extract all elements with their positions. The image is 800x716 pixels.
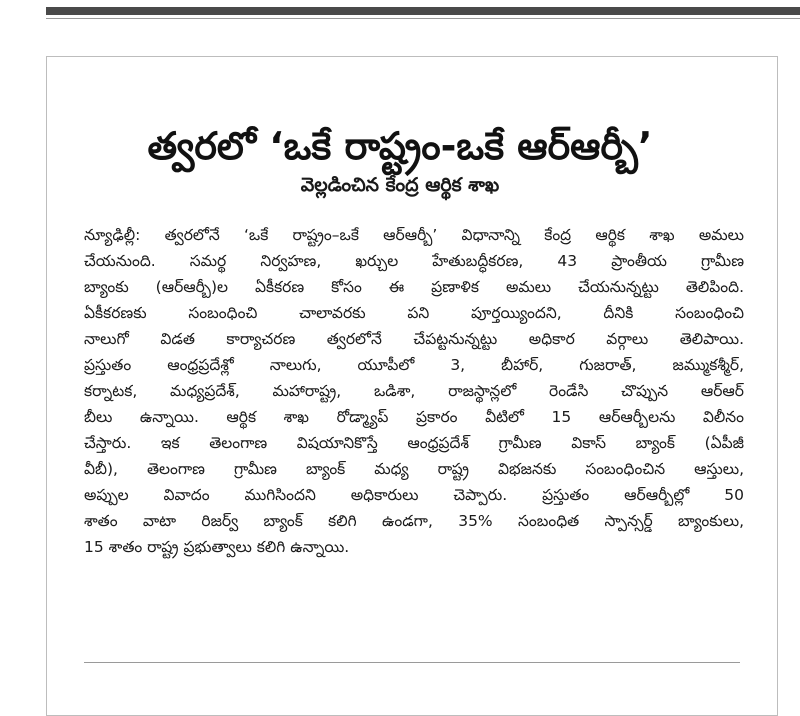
top-rule-thick [46,7,800,15]
body-line: 15 శాతం రాష్ట్ర ప్రభుత్వాలు కలిగి ఉన్నాయి. [84,538,350,556]
top-rule-thin [46,18,800,19]
body-line: బీలు ఉన్నాయి. ఆర్థిక శాఖ రోడ్మ్యాప్ ప్రకారం వీటిలో 15 ఆర్ఆర్బీలను విలీనం [84,408,744,426]
body-line: ఏకీకరణకు సంబంధించి చాలావరకు పని పూర్తయ్యిందని, దీనికి సంబంధించి [84,304,744,322]
article-subheadline: వెల్లడించిన కేంద్ర ఆర్థిక శాఖ [300,174,500,196]
article-body [84,222,744,560]
body-line: ప్రస్తుతం ఆంధ్రప్రదేశ్లో నాలుగు, యూపీలో 3, బీహార్, గుజరాత్, జమ్ముకశ్మీర్, [84,356,744,374]
body-line: కర్నాటక, మధ్యప్రదేశ్, మహారాష్ట్ర, ఒడిశా, రాజస్థాన్లలో రెండేసి చొప్పున ఆర్ఆర్ [84,382,744,400]
article-headline: త్వరలో ‘ఒకే రాష్ట్రం-ఒకే ఆర్ఆర్బీ’ [147,124,653,169]
body-line: నాలుగో విడత కార్యాచరణ త్వరలోనే చేపట్టనున్నట్టు అధికార వర్గాలు తెలిపాయి. [84,330,744,348]
body-line: బ్యాంకు (ఆర్ఆర్బీ)ల ఏకీకరణ కోసం ఈ ప్రణాళిక అమలు చేయనున్నట్టు తెలిపింది. [84,278,744,296]
next-article-headline-clip [84,680,744,699]
body-line: చేస్తారు. ఇక తెలంగాణ విషయానికొస్తే ఆంధ్రప్రదేశ్ గ్రామీణ వికాస్ బ్యాంక్ (ఏపీజీ [84,434,744,452]
body-line: చేయనుంది. సమర్థ నిర్వహణ, ఖర్చుల హేతుబద్ధీకరణ, 43 ప్రాంతీయ గ్రామీణ [84,252,744,270]
body-line: వీబీ), తెలంగాణ గ్రామీణ బ్యాంక్ మధ్య రాష్ట్ర విభజనకు సంబంధించిన ఆస్తులు, [84,460,744,478]
body-line: న్యూఢిల్లీ: త్వరలోనే ‘ఒకే రాష్ట్రం–ఒకే ఆర్ఆర్బీ’ విధానాన్ని కేంద్ర ఆర్థిక శాఖ అమలు [84,226,744,244]
body-line: శాతం వాటా రిజర్వ్ బ్యాంక్ కలిగి ఉండగా, 35% సంబంధిత స్పాన్సర్డ్ బ్యాంకులు, [84,512,744,530]
article-separator-rule [84,662,740,663]
body-line: అప్పుల వివాదం ముగిసిందని అధికారులు చెప్పారు. ప్రస్తుతం ఆర్ఆర్బీల్లో 50 [84,486,744,504]
